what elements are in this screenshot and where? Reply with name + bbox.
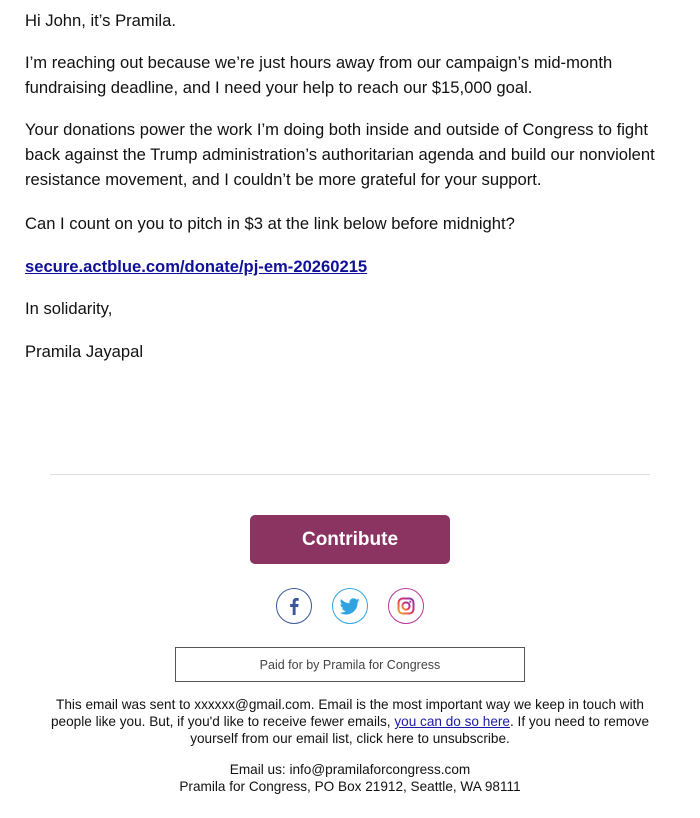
paid-for-disclaimer: Paid for by Pramila for Congress [175, 647, 525, 682]
twitter-link[interactable] [332, 588, 368, 624]
ask-paragraph: Can I count on you to pitch in $3 at the link below before midnight? [25, 214, 515, 233]
facebook-icon [287, 597, 301, 615]
donate-link-paragraph [25, 254, 685, 279]
contribute-button[interactable]: Contribute [250, 515, 450, 564]
instagram-icon [397, 597, 415, 615]
paragraph-donations: Your donations power the work I’m doing both inside and outside of Congress to fight back against the Trump administration’s authoritarian agenda and build our nonviolent resistance movement, and I couldn’t be more grateful for your support. [25, 120, 655, 189]
reduce-emails-link[interactable]: you can do so here [394, 714, 510, 729]
greeting: Hi John, it’s Pramila. [25, 11, 176, 30]
paragraph-reach: I’m reaching out because we’re just hours away from our campaign’s mid-month fundraising deadline, and I need your help to reach our $15,000 goal. [25, 53, 613, 97]
notice-text: This email was sent to xxxxxx@gmail.com. Email is the most important way we keep in touch with people like you. But, if you'd like to receive fewer emails, [50, 697, 644, 729]
mailing-address: Pramila for Congress, PO Box 21912, Seattle, WA 98111 [179, 779, 521, 794]
notice-text-end: . If you need to remove yourself from our email list, click here to unsubscribe. [190, 714, 650, 746]
email-us: Email us: info@pramilaforcongress.com [229, 762, 471, 777]
facebook-link[interactable] [276, 588, 312, 624]
donate-link[interactable]: secure.actblue.com/donate/pj-em-20260215 [25, 257, 368, 276]
subscription-notice [40, 696, 660, 747]
contact-info [40, 761, 660, 795]
instagram-link[interactable] [388, 588, 424, 624]
signature: Pramila Jayapal [25, 342, 144, 361]
closing: In solidarity, [25, 299, 113, 318]
twitter-icon [340, 598, 360, 615]
footer-divider [50, 474, 650, 475]
